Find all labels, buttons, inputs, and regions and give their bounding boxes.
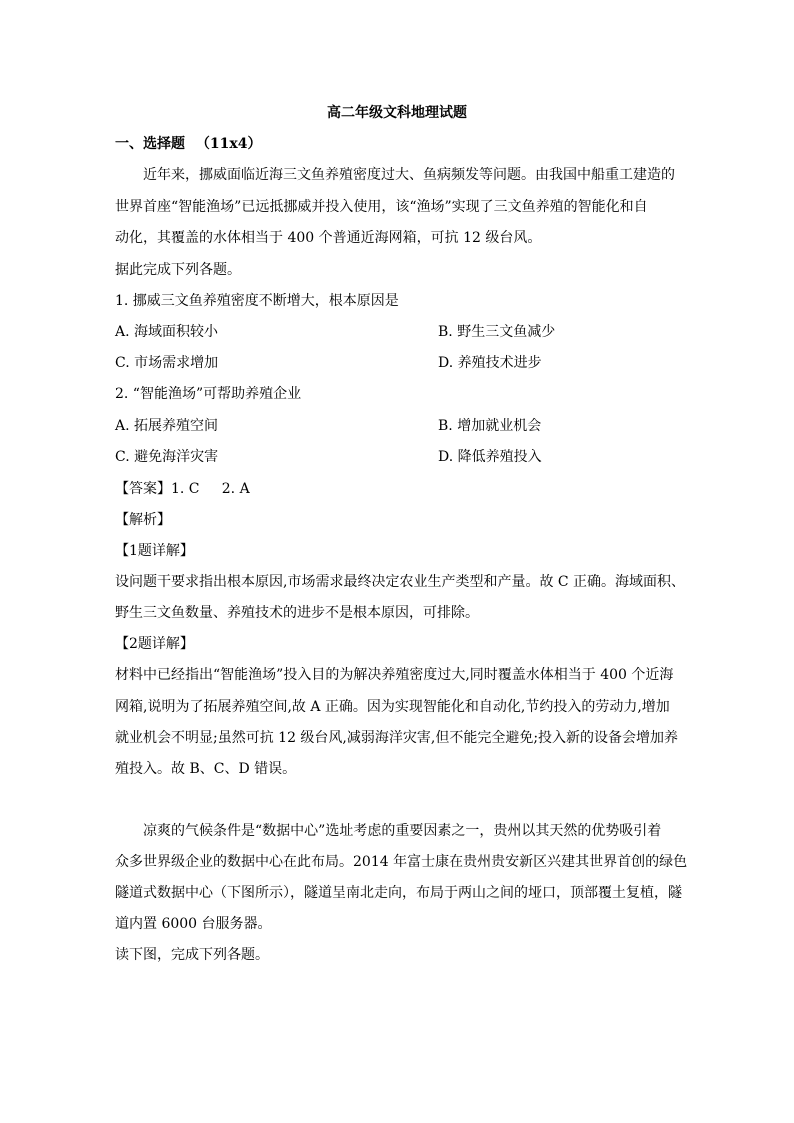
detail-1-line: 设问题干要求指出根本原因,市场需求最终决定农业生产类型和产量。故 C 正确。海域面积、 <box>115 574 686 590</box>
question-2-stem: 2. “智能渔场”可帮助养殖企业 <box>115 386 302 402</box>
passage1-line: 世界首座“智能渔场”已远抵挪威并投入使用，该“渔场”实现了三文鱼养殖的智能化和自 <box>115 199 648 215</box>
detail-2-line: 就业机会不明显;虽然可抗 12 级台风,减弱海洋灾害,但不能完全避免;投入新的设备会增加养 <box>115 730 679 746</box>
passage2-line: 道内置 6000 台服务器。 <box>115 916 272 932</box>
detail-2-line: 殖投入。故 B、C、D 错误。 <box>115 761 297 777</box>
detail-2-label: 【2题详解】 <box>115 636 194 652</box>
question-1-option-a[interactable]: A. 海域面积较小 <box>115 324 219 340</box>
passage2-line: 凉爽的气候条件是“数据中心”选址考虑的重要因素之一，贵州以其天然的优势吸引着 <box>143 823 662 839</box>
passage1-line: 动化，其覆盖的水体相当于 400 个普通近海网箱，可抗 12 级台风。 <box>115 230 542 246</box>
question-1-option-b[interactable]: B. 野生三文鱼减少 <box>438 324 556 340</box>
analysis-label: 【解析】 <box>115 512 171 528</box>
answer-line: 【答案】1. C 2. A <box>115 481 250 497</box>
question-2-option-b[interactable]: B. 增加就业机会 <box>438 418 542 434</box>
detail-1-label: 【1题详解】 <box>115 543 194 559</box>
question-1-stem: 1. 挪威三文鱼养殖密度不断增大，根本原因是 <box>115 293 399 309</box>
passage1-instruction: 据此完成下列各题。 <box>115 262 241 278</box>
detail-1-line: 野生三文鱼数量、养殖技术的进步不是根本原因，可排除。 <box>115 605 479 621</box>
question-1-option-c[interactable]: C. 市场需求增加 <box>115 355 219 371</box>
passage2-line: 众多世界级企业的数据中心在此布局。2014 年富士康在贵州贵安新区兴建其世界首创的绿色 <box>115 854 688 870</box>
detail-2-line: 材料中已经指出“智能渔场”投入目的为解决养殖密度过大,同时覆盖水体相当于 400 个近海 <box>115 667 674 683</box>
passage2-line: 隧道式数据中心（下图所示），隧道呈南北走向，布局于两山之间的垭口，顶部覆土复植，隧 <box>115 885 682 901</box>
section-heading <box>115 135 261 153</box>
detail-2-line: 网箱,说明为了拓展养殖空间,故 A 正确。因为实现智能化和自动化,节约投入的劳动力,增加 <box>115 699 670 715</box>
question-2-option-d[interactable]: D. 降低养殖投入 <box>438 449 542 465</box>
question-2-option-c[interactable]: C. 避免海洋灾害 <box>115 449 219 465</box>
passage1-line: 近年来，挪威面临近海三文鱼养殖密度过大、鱼病频发等问题。由我国中船重工建造的 <box>143 167 675 183</box>
passage2-instruction: 读下图，完成下列各题。 <box>115 947 269 963</box>
section-label: 一、选择题 <box>115 136 185 152</box>
question-2-option-a[interactable]: A. 拓展养殖空间 <box>115 418 219 434</box>
question-1-option-d[interactable]: D. 养殖技术进步 <box>438 355 542 371</box>
page-title: 高二年级文科地理试题 <box>327 105 467 121</box>
section-score: （11x4） <box>195 136 262 152</box>
